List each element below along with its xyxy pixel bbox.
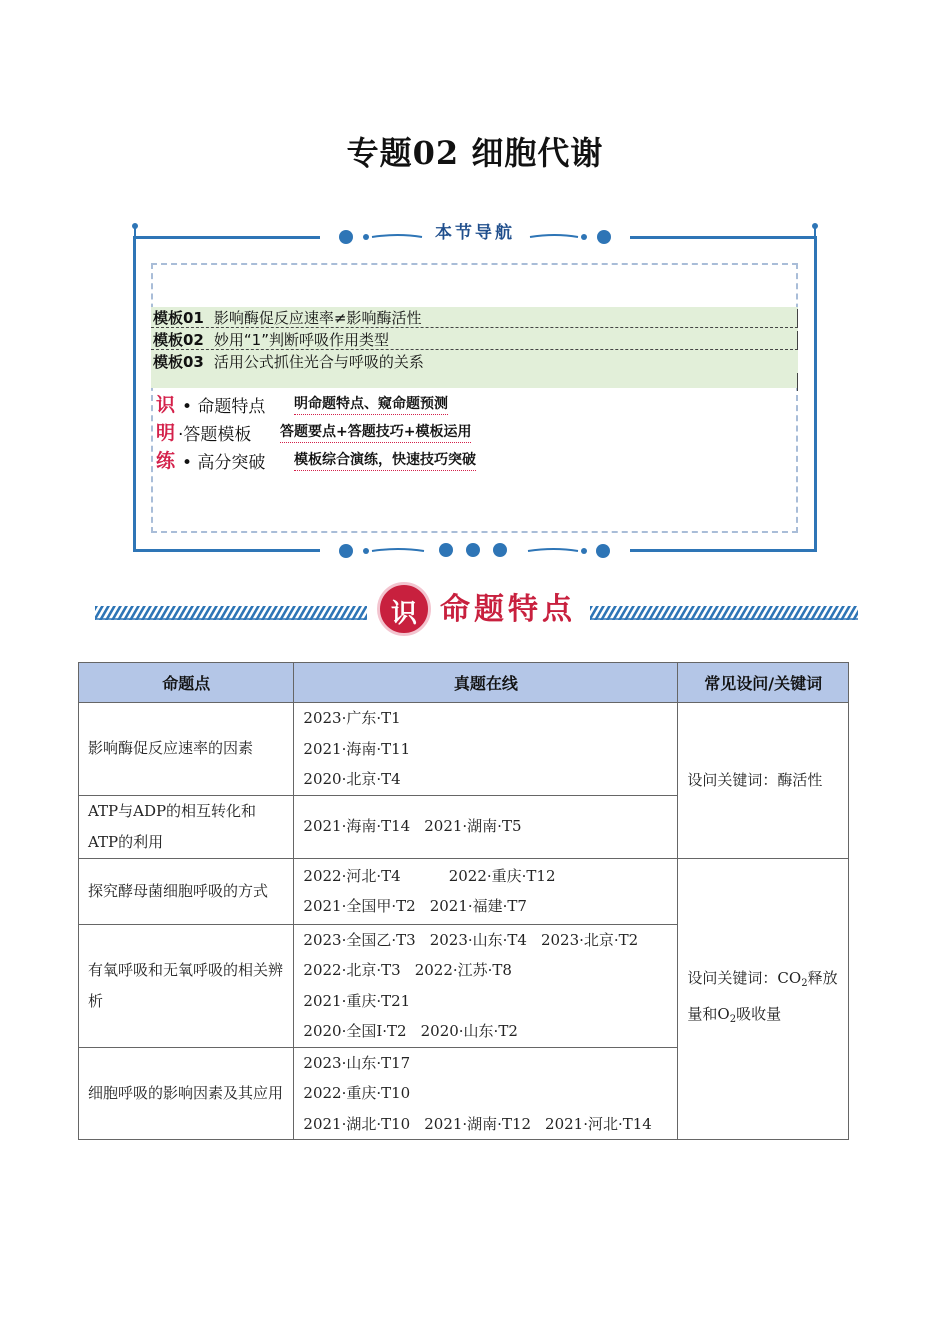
topic-cell: 有氧呼吸和无氧呼吸的相关辨析: [79, 924, 294, 1047]
template-row-02[interactable]: [151, 329, 798, 351]
mode-name: ·答题模板: [178, 425, 252, 445]
header-keywords: 常见设问/关键词: [678, 663, 849, 703]
exam-line: [303, 1016, 668, 1047]
exam-ref: 2021·湖南·T12: [424, 1114, 532, 1133]
topic-cell: 细胞呼吸的影响因素及其应用: [79, 1047, 294, 1140]
exam-ref: 2022·江苏·T8: [414, 961, 512, 979]
dashed-leader: [151, 327, 798, 328]
exam-ref: 2022·重庆·T12: [448, 866, 556, 885]
exam-cell: [294, 703, 678, 796]
exam-line: [303, 734, 668, 765]
template-code: 模板02: [153, 331, 204, 349]
template-row-03[interactable]: [151, 351, 798, 388]
exam-ref: 2021·海南·T14: [303, 817, 411, 836]
exam-line: [303, 764, 668, 795]
mode-desc: 模板综合演练，快速技巧突破: [294, 449, 476, 471]
exam-ref: 2020·北京·T4: [303, 770, 401, 788]
mode-char: 识: [156, 394, 176, 416]
exam-table: [78, 662, 849, 1140]
exam-line: [303, 955, 668, 986]
exam-ref: 2023·山东·T17: [303, 1053, 411, 1072]
template-row-01[interactable]: [151, 307, 798, 329]
header-exams: 真题在线: [294, 663, 678, 703]
template-code: 模板03: [153, 353, 204, 371]
exam-line: [303, 1078, 668, 1109]
template-text: 活用公式抓住光合与呼吸的关系: [213, 353, 424, 371]
exam-ref: 2022·北京·T3: [303, 961, 401, 979]
leader-end: [797, 331, 798, 349]
exam-ref: 2021·福建·T7: [429, 897, 527, 915]
exam-ref: 2021·湖南·T5: [424, 817, 522, 836]
table-header-row: [79, 663, 849, 703]
exam-cell: [294, 924, 678, 1047]
mode-char: 明: [156, 422, 176, 444]
table-row: [79, 703, 849, 796]
exam-line: [303, 986, 668, 1017]
mode-desc: 明命题特点、窥命题预测: [294, 393, 448, 415]
keyword-text: 吸收量: [736, 1004, 782, 1023]
section-title: 命题特点: [440, 592, 576, 627]
exam-line: [303, 703, 668, 734]
section-badge-char: 识: [390, 599, 417, 629]
exam-ref: 2021·全国甲·T2: [303, 897, 416, 915]
exam-cell: [294, 858, 678, 924]
leader-end: [797, 309, 798, 327]
keyword-cell: 设问关键词：酶活性: [678, 703, 849, 859]
header-topic: 命题点: [79, 663, 294, 703]
exam-ref: 2020·全国Ⅰ·T2: [303, 1022, 407, 1040]
nav-heading: 本节导航: [435, 223, 515, 243]
exam-ref: 2021·海南·T11: [303, 739, 411, 758]
keyword-text: 设问关键词：CO: [687, 968, 802, 987]
exam-cell: [294, 1047, 678, 1140]
exam-ref: 2022·河北·T4: [303, 866, 401, 885]
exam-ref: 2023·全国乙·T3: [303, 930, 416, 949]
mode-name: • 高分突破: [182, 453, 266, 473]
topic-cell: ATP与ADP的相互转化和ATP的利用: [79, 795, 294, 858]
leader-end: [797, 373, 798, 391]
template-text: 妙用“1”判断呼吸作用类型: [213, 331, 389, 349]
exam-cell: [294, 795, 678, 858]
exam-ref: 2020·山东·T2: [420, 1022, 518, 1040]
exam-ref: 2023·广东·T1: [303, 709, 401, 727]
table-row: [79, 858, 849, 924]
mode-name: • 命题特点: [182, 397, 266, 417]
banner-stripes-left: [95, 606, 367, 620]
mode-char: 练: [156, 450, 176, 472]
banner-stripes-right: [590, 606, 858, 620]
section-badge: [377, 582, 431, 636]
exam-line: [303, 925, 668, 956]
template-code: 模板01: [153, 309, 204, 327]
exam-line: [303, 891, 668, 922]
page-title: 专题02 细胞代谢: [346, 134, 604, 172]
keyword-subscript: 2: [801, 977, 808, 989]
exam-line: [303, 861, 668, 892]
exam-ref: 2023·山东·T4: [429, 930, 527, 949]
exam-line: [303, 1109, 668, 1140]
topic-cell: 影响酶促反应速率的因素: [79, 703, 294, 796]
exam-ref: 2021·湖北·T10: [303, 1114, 411, 1133]
keyword-text: 释放量和O: [687, 968, 838, 1023]
template-text: 影响酶促反应速率≠影响酶活性: [213, 309, 422, 327]
keyword-subscript: 2: [729, 1013, 737, 1025]
exam-line: [303, 1048, 668, 1079]
keyword-cell: [678, 858, 849, 1140]
exam-ref: 2023·北京·T2: [540, 930, 639, 949]
exam-ref: 2022·重庆·T10: [303, 1084, 411, 1102]
dashed-leader: [151, 349, 798, 350]
exam-ref: 2021·重庆·T21: [303, 991, 411, 1010]
exam-ref: 2021·河北·T14: [545, 1114, 652, 1133]
mode-desc: 答题要点+答题技巧+模板运用: [280, 421, 471, 443]
exam-line: [303, 811, 668, 842]
topic-cell: 探究酵母菌细胞呼吸的方式: [79, 858, 294, 924]
